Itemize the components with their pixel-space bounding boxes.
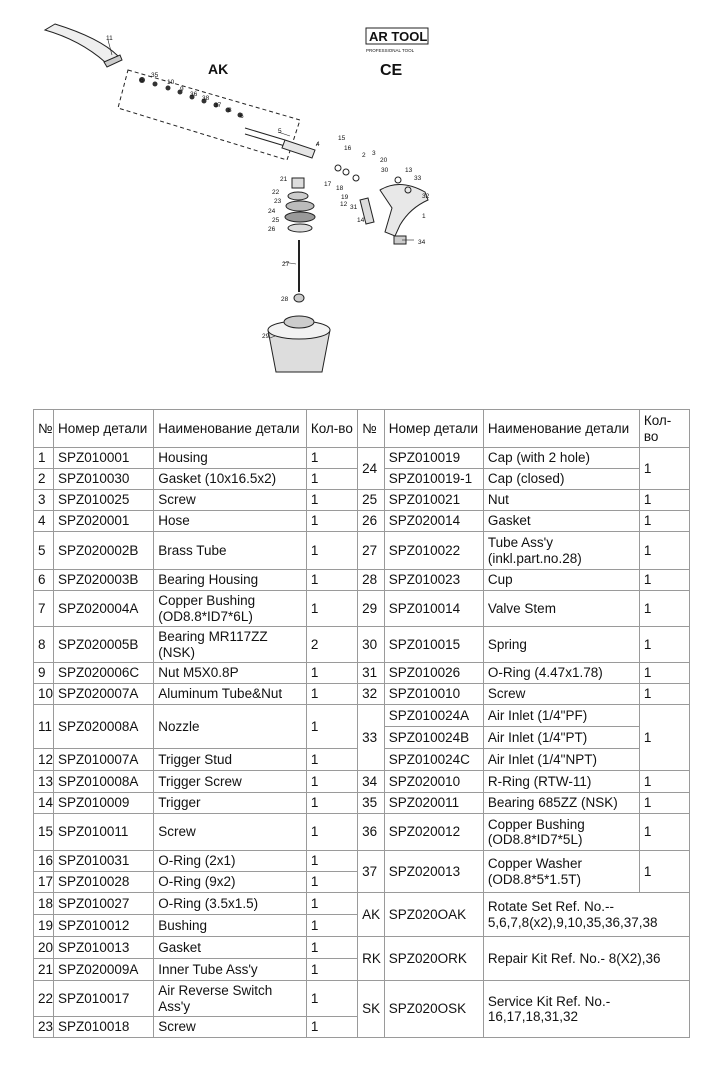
svg-text:12: 12 [340,201,348,208]
cell-qty: 1 [639,663,689,684]
cell-part: SPZ010001 [54,448,154,469]
svg-text:24: 24 [268,208,276,215]
cell-no: 20 [34,937,54,959]
cell-part: SPZ020006C [54,663,154,684]
svg-text:20: 20 [380,157,388,164]
cell-part: SPZ010025 [54,490,154,511]
cell-part: SPZ020009A [54,959,154,981]
cell-name: Brass Tube [154,532,307,570]
cell-part: SPZ010024A [384,705,483,727]
cell-qty: 1 [639,490,689,511]
cell-part: SPZ020012 [384,814,483,851]
parts-table [33,409,690,1038]
cell-part: SPZ020003B [54,570,154,591]
cell-qty: 1 [639,532,689,570]
table-row [34,814,690,851]
cell-no: 30 [358,627,385,663]
svg-text:1: 1 [422,213,426,220]
table-row [34,851,690,872]
cell-part: SPZ010024C [384,749,483,771]
cell-qty: 1 [306,490,357,511]
cell-no: 34 [358,771,385,793]
col-header-qty: Кол-во [639,410,689,448]
cell-qty: 1 [306,915,357,937]
cell-name: Tube Ass'y (inkl.part.no.28) [483,532,639,570]
cell-name: Bearing 685ZZ (NSK) [483,793,639,814]
cell-no: 28 [358,570,385,591]
cell-name: Trigger Stud [154,749,307,771]
svg-text:PROFESSIONAL TOOL: PROFESSIONAL TOOL [366,48,415,53]
cell-part: SPZ020008A [54,705,154,749]
cell-part: SPZ020007A [54,684,154,705]
cell-qty: 1 [306,532,357,570]
cell-name: Bushing [154,915,307,937]
cell-no: 32 [358,684,385,705]
cell-part: SPZ010019-1 [384,469,483,490]
svg-text:6: 6 [140,77,144,84]
cell-qty: 1 [306,663,357,684]
cell-qty: 1 [306,872,357,893]
cell-qty: 1 [639,793,689,814]
cell-part: SPZ020OSK [384,981,483,1038]
cell-name: Repair Kit Ref. No.- 8(X2),36 [483,937,689,981]
cell-no: 36 [358,814,385,851]
cell-name: Bearing Housing [154,570,307,591]
cell-name: Cap (closed) [483,469,639,490]
cell-name: Trigger Screw [154,771,307,793]
svg-text:2: 2 [362,152,366,159]
cell-name: Air Reverse Switch Ass'y [154,981,307,1017]
cell-part: SPZ020010 [384,771,483,793]
cell-name: Nut M5X0.8P [154,663,307,684]
cell-name: R-Ring (RTW-11) [483,771,639,793]
cell-name: Air Inlet (1/4"PT) [483,727,639,749]
svg-text:21: 21 [280,176,288,183]
cell-qty: 1 [306,959,357,981]
cell-no: 4 [34,511,54,532]
cell-no: 12 [34,749,54,771]
cell-part: SPZ010022 [384,532,483,570]
cell-no: 19 [34,915,54,937]
cell-no: 33 [358,705,385,771]
cell-no: 21 [34,959,54,981]
cell-no: 29 [358,591,385,627]
svg-text:23: 23 [274,198,282,205]
cell-name: O-Ring (3.5x1.5) [154,893,307,915]
svg-text:5: 5 [278,128,282,135]
cell-no: 9 [34,663,54,684]
cell-name: Screw [154,814,307,851]
cell-part: SPZ010023 [384,570,483,591]
cell-no: 8 [34,627,54,663]
svg-text:29: 29 [262,333,270,340]
cell-qty: 1 [306,771,357,793]
ce-mark: CE [380,62,403,79]
cell-part: SPZ010017 [54,981,154,1017]
cell-part: SPZ010030 [54,469,154,490]
cell-name: Screw [483,684,639,705]
table-row [34,490,690,511]
cell-part: SPZ020013 [384,851,483,893]
svg-text:32: 32 [422,193,430,200]
svg-text:3: 3 [372,150,376,157]
svg-text:38: 38 [202,95,210,102]
col-header-no: № [358,410,385,448]
col-header-part: Номер детали [384,410,483,448]
cell-part: SPZ010031 [54,851,154,872]
cell-name: O-Ring (2x1) [154,851,307,872]
col-header-name: Наименование детали [483,410,639,448]
cell-part: SPZ020001 [54,511,154,532]
nozzle-part [45,24,118,62]
housing-part [380,184,428,236]
cell-name: Aluminum Tube&Nut [154,684,307,705]
cell-name: Gasket [483,511,639,532]
cell-qty: 1 [306,1017,357,1038]
cell-part: SPZ010010 [384,684,483,705]
cell-no: 3 [34,490,54,511]
svg-text:13: 13 [405,167,413,174]
cell-name: Nozzle [154,705,307,749]
cell-name: Screw [154,490,307,511]
cell-qty: 1 [306,937,357,959]
svg-text:35: 35 [151,72,159,79]
cell-part: SPZ010024B [384,727,483,749]
cell-no: 15 [34,814,54,851]
table-row [34,937,690,959]
set-label: AK [208,61,229,77]
cell-name: Housing [154,448,307,469]
cell-part: SPZ020011 [384,793,483,814]
svg-text:30: 30 [381,167,389,174]
cell-no: 35 [358,793,385,814]
cell-qty: 1 [639,591,689,627]
cell-no: 22 [34,981,54,1017]
cell-qty: 1 [639,771,689,793]
cell-no: 6 [34,570,54,591]
cell-name: Hose [154,511,307,532]
cell-name: Service Kit Ref. No.- 16,17,18,31,32 [483,981,689,1038]
cell-name: Air Inlet (1/4"NPT) [483,749,639,771]
cell-qty: 1 [306,893,357,915]
cell-no: 17 [34,872,54,893]
cell-qty: 1 [306,981,357,1017]
table-header-row [34,410,690,448]
cell-name: Screw [154,1017,307,1038]
svg-text:4: 4 [316,141,320,148]
svg-text:28: 28 [281,296,289,303]
cell-qty: 1 [306,448,357,469]
cell-no: 11 [34,705,54,749]
cell-qty: 1 [306,570,357,591]
cell-qty: 1 [306,469,357,490]
cell-no: 23 [34,1017,54,1038]
cell-no: AK [358,893,385,937]
cell-name: Copper Washer (OD8.8*5*1.5T) [483,851,639,893]
cell-no: 5 [34,532,54,570]
cell-no: 7 [34,591,54,627]
table-row [34,591,690,627]
table-row [34,570,690,591]
col-header-qty: Кол-во [306,410,357,448]
svg-text:37: 37 [214,102,222,109]
svg-text:26: 26 [268,226,276,233]
table-row [34,627,690,663]
cell-part: SPZ020014 [384,511,483,532]
cell-qty: 1 [306,591,357,627]
cell-no: 37 [358,851,385,893]
cell-name: Air Inlet (1/4"PF) [483,705,639,727]
cell-part: SPZ010019 [384,448,483,469]
cell-no: 1 [34,448,54,469]
table-row [34,705,690,727]
cell-part: SPZ010013 [54,937,154,959]
cell-qty: 1 [639,511,689,532]
svg-text:33: 33 [414,175,422,182]
svg-text:31: 31 [350,204,358,211]
svg-text:27: 27 [282,261,290,268]
col-header-name: Наименование детали [154,410,307,448]
cell-part: SPZ010018 [54,1017,154,1038]
table-row [34,684,690,705]
svg-text:11: 11 [106,35,113,42]
cell-qty: 1 [639,448,689,490]
cell-part: SPZ020002B [54,532,154,570]
cell-no: 18 [34,893,54,915]
cell-part: SPZ010007A [54,749,154,771]
cell-part: SPZ010014 [384,591,483,627]
table-row [34,981,690,1017]
cell-part: SPZ010027 [54,893,154,915]
cell-no: 24 [358,448,385,490]
cell-no: RK [358,937,385,981]
cell-qty: 1 [306,684,357,705]
table-row [34,532,690,570]
svg-text:15: 15 [338,135,346,142]
svg-text:14: 14 [357,217,365,224]
cell-no: 31 [358,663,385,684]
cell-no: 26 [358,511,385,532]
svg-text:9: 9 [180,86,184,93]
cell-name: Valve Stem [483,591,639,627]
cell-qty: 1 [306,814,357,851]
table-row [34,448,690,469]
cell-part: SPZ010026 [384,663,483,684]
cell-name: Gasket (10x16.5x2) [154,469,307,490]
cell-qty: 1 [306,793,357,814]
cell-qty: 1 [306,705,357,749]
svg-text:16: 16 [344,145,352,152]
cell-name: Rotate Set Ref. No.-- 5,6,7,8(x2),9,10,35,36,37,38 [483,893,689,937]
svg-text:17: 17 [324,181,332,188]
cell-name: O-Ring (4.47x1.78) [483,663,639,684]
svg-text:22: 22 [272,189,280,196]
cell-name: Gasket [154,937,307,959]
table-row [34,793,690,814]
cell-name: Trigger [154,793,307,814]
cell-qty: 1 [639,570,689,591]
cell-part: SPZ010011 [54,814,154,851]
svg-text:10: 10 [167,79,175,86]
svg-text:6: 6 [240,113,244,120]
cell-part: SPZ020OAK [384,893,483,937]
table-row [34,771,690,793]
col-header-no: № [34,410,54,448]
cell-qty: 1 [639,627,689,663]
svg-text:8: 8 [228,107,232,114]
brand-logo [366,28,428,79]
cell-no: SK [358,981,385,1038]
svg-text:18: 18 [336,185,344,192]
cell-qty: 1 [639,705,689,771]
svg-text:36: 36 [190,91,198,98]
cell-part: SPZ020005B [54,627,154,663]
svg-text:34: 34 [418,239,426,246]
cell-name: Nut [483,490,639,511]
cell-part: SPZ010021 [384,490,483,511]
table-row [34,663,690,684]
cell-part: SPZ010015 [384,627,483,663]
cell-name: Spring [483,627,639,663]
cell-part: SPZ020004A [54,591,154,627]
svg-text:AR TOOL: AR TOOL [369,29,428,44]
cell-part: SPZ010028 [54,872,154,893]
cell-qty: 1 [306,749,357,771]
cell-name: Bearing MR117ZZ (NSK) [154,627,307,663]
cell-name: Cap (with 2 hole) [483,448,639,469]
col-header-part: Номер детали [54,410,154,448]
cell-part: SPZ010008A [54,771,154,793]
cell-no: 14 [34,793,54,814]
cell-qty: 1 [639,851,689,893]
cell-no: 10 [34,684,54,705]
cell-qty: 1 [306,511,357,532]
cell-no: 16 [34,851,54,872]
cell-name: O-Ring (9x2) [154,872,307,893]
cell-no: 27 [358,532,385,570]
cell-qty: 2 [306,627,357,663]
cell-name: Cup [483,570,639,591]
cell-qty: 1 [306,851,357,872]
table-row [34,511,690,532]
cell-part: SPZ010009 [54,793,154,814]
table-row [34,893,690,915]
svg-text:19: 19 [341,194,349,201]
cell-part: SPZ020ORK [384,937,483,981]
cell-qty: 1 [639,684,689,705]
cell-name: Inner Tube Ass'y [154,959,307,981]
rotate-set-box [118,70,300,160]
cell-no: 2 [34,469,54,490]
cell-no: 13 [34,771,54,793]
cell-name: Copper Bushing (OD8.8*ID7*6L) [154,591,307,627]
cell-no: 25 [358,490,385,511]
cell-qty: 1 [639,814,689,851]
cell-part: SPZ010012 [54,915,154,937]
cell-name: Copper Bushing (OD8.8*ID7*5L) [483,814,639,851]
svg-text:25: 25 [272,217,280,224]
exploded-parts-diagram [0,0,710,400]
